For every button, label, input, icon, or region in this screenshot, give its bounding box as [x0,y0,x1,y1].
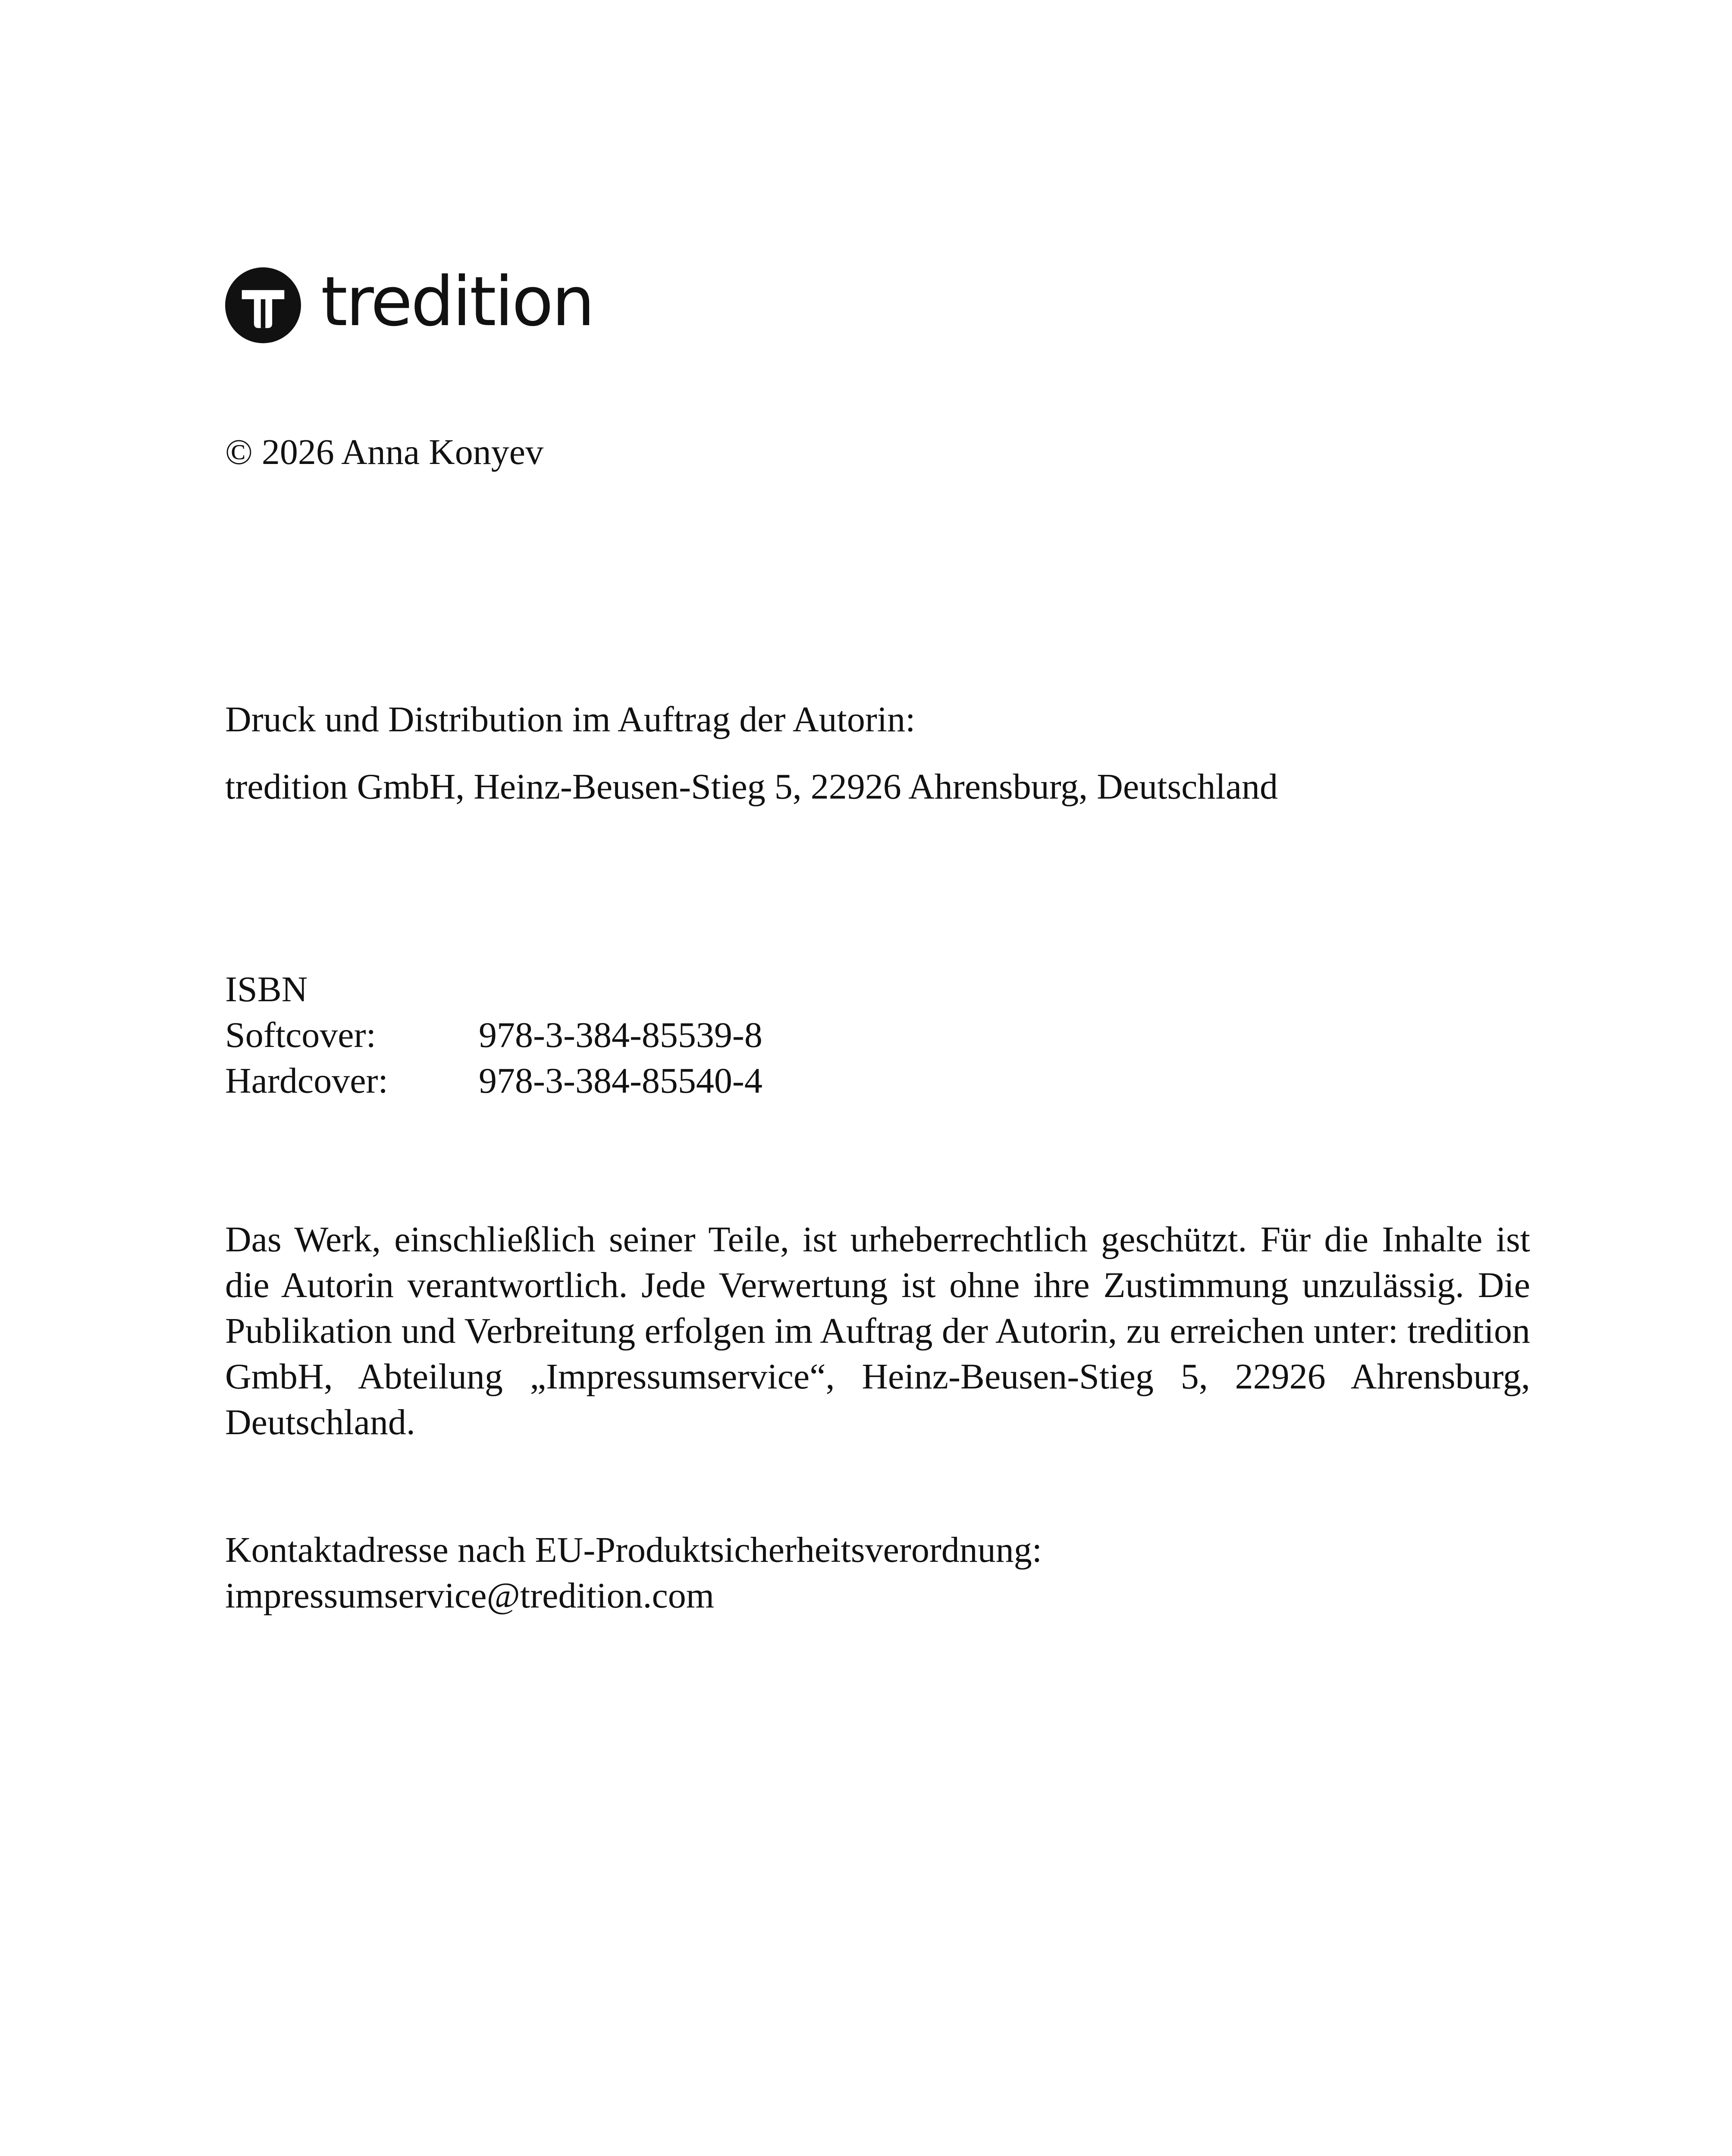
isbn-label: Softcover: [225,1015,376,1055]
isbn-row-hardcover [225,1058,762,1104]
contact-email[interactable]: impressumservice@tredition.com [225,1576,715,1616]
publisher-logo [225,262,593,344]
contact-block [225,1527,1042,1619]
publisher-address: tredition GmbH, Heinz-Beusen-Stieg 5, 22926 Ahrensburg, Deutschland [225,767,1278,807]
isbn-value: 978-3-384-85539-8 [479,1015,762,1055]
contact-label: Kontaktadresse nach EU-Produktsicherheitsverordnung: [225,1530,1042,1570]
copyright-notice: © 2026 Anna Konyev [225,432,544,472]
isbn-row-softcover [225,1012,762,1058]
isbn-heading: ISBN [225,969,308,1009]
tredition-logo-icon [225,267,301,343]
isbn-label: Hardcover: [225,1061,388,1101]
isbn-value: 978-3-384-85540-4 [479,1061,762,1101]
isbn-block [225,967,762,1104]
logo-wordmark: tredition [321,262,593,342]
print-distribution-line: Druck und Distribution im Auftrag der Autorin: [225,699,916,740]
rights-paragraph: Das Werk, einschließlich seiner Teile, ist urheberrechtlich geschützt. Für die Inhalte ist die Autorin verantwortlich. Jede Verwertung ist ohne ihre Zustimmung unzulässig. Die Publikation und Verbreitung erfolgen im Auftrag der Autorin, zu erreichen unter: tredition GmbH, Abteilung „Impressumservice“, Heinz-Beusen-Stieg 5, 22926 Ahrensburg, Deutschland. [225,1219,1530,1442]
